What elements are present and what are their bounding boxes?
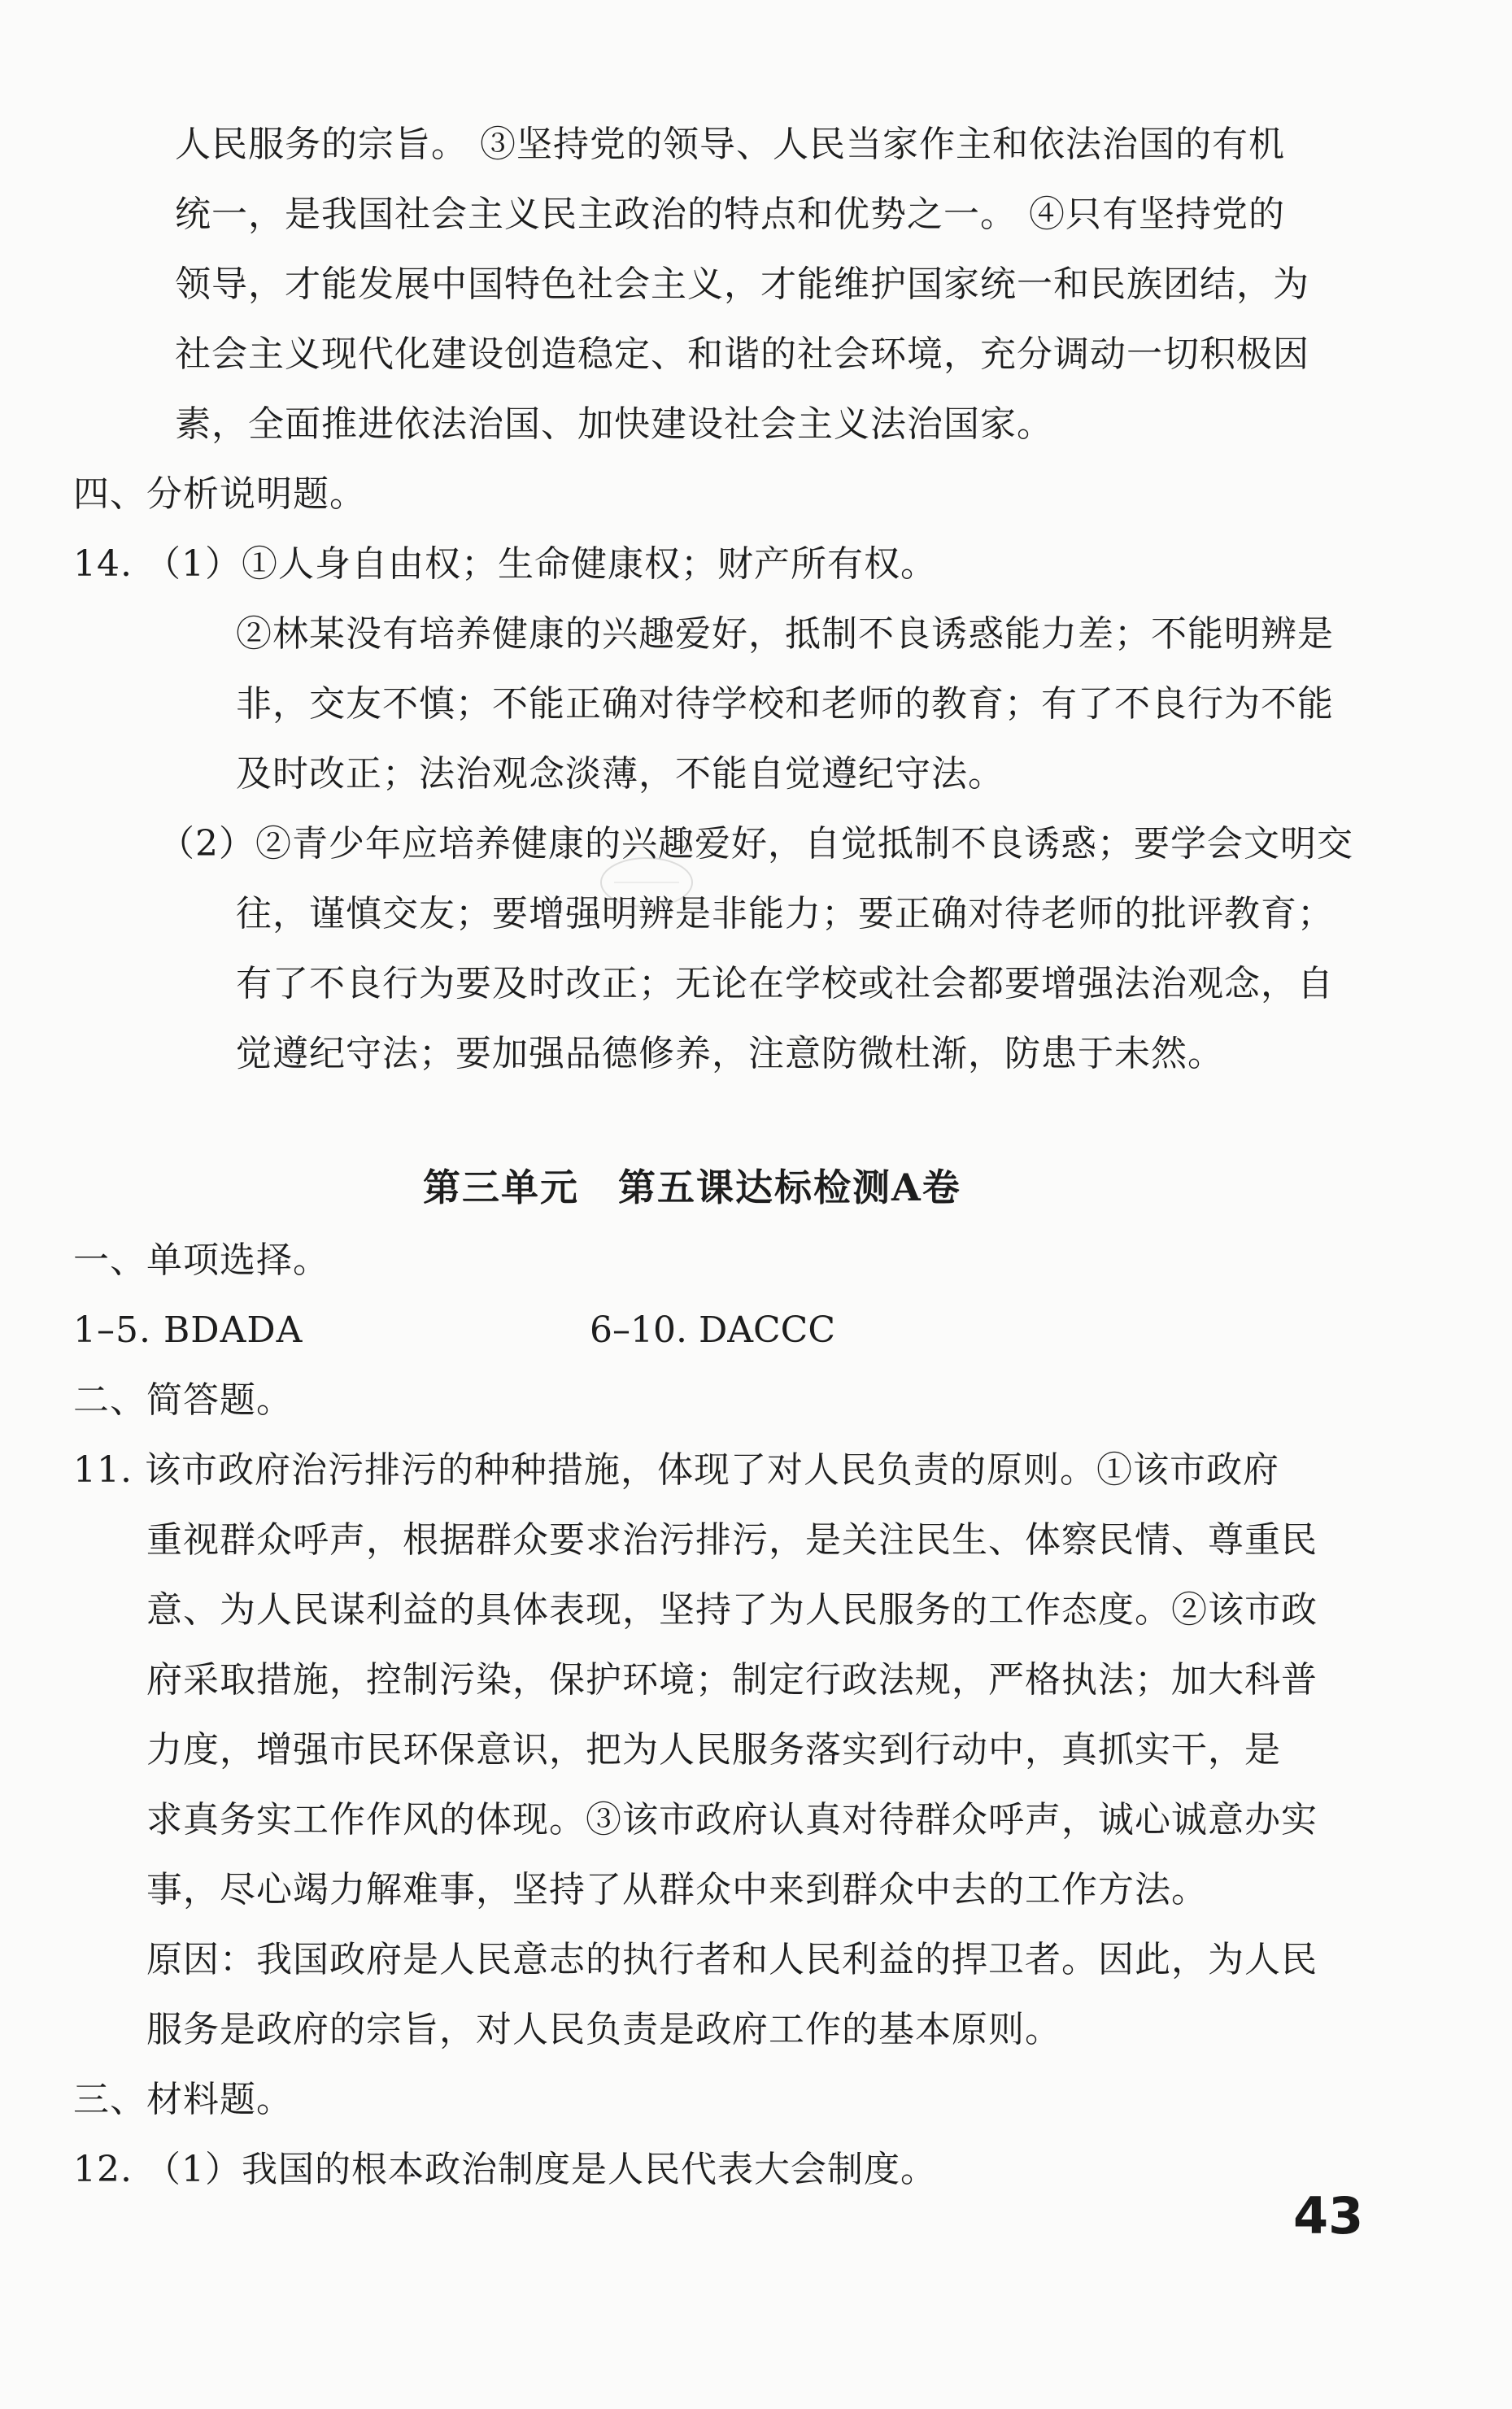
text-line: 服务是政府的宗旨，对人民负责是政府工作的基本原则。 [146,2009,1061,2050]
section-label: 一、单项选择。 [73,1239,329,1281]
page-number: 43 [1293,2186,1364,2246]
text-line: 领导，才能发展中国特色社会主义，才能维护国家统一和民族团结，为 [175,264,1309,305]
question-11: 11. 该市政府治污排污的种种措施，体现了对人民负责的原则。①该市政府 [73,1449,1279,1491]
question-14-part-2: （2）②青少年应培养健康的兴趣爱好，自觉抵制不良诱惑；要学会文明交 [159,823,1353,865]
text-line: 重视群众呼声，根据群众要求治污排污，是关注民生、体察民情、尊重民 [146,1519,1318,1561]
text-line: 求真务实工作作风的体现。③该市政府认真对待群众呼声，诚心诚意办实 [146,1799,1318,1841]
question-12: 12. （1）我国的根本政治制度是人民代表大会制度。 [73,2149,937,2190]
section-label: 四、分析说明题。 [73,473,366,515]
section-label: 三、材料题。 [73,2079,293,2120]
text-line: 事，尽心竭力解难事，坚持了从群众中来到群众中去的工作方法。 [146,1869,1208,1910]
text-line: 非，交友不慎；不能正确对待学校和老师的教育；有了不良行为不能 [236,683,1334,725]
answer-row-6-10: 6–10. DACCC [590,1309,836,1351]
text-line: 及时改正；法治观念淡薄，不能自觉遵纪守法。 [236,753,1004,795]
text-line: 意、为人民谋利益的具体表现，坚持了为人民服务的工作态度。②该市政 [146,1589,1318,1631]
text-line: 统一，是我国社会主义民主政治的特点和优势之一。 ④只有坚持党的 [175,194,1285,235]
section-label: 二、简答题。 [73,1379,293,1421]
watermark-stamp-icon [598,854,695,911]
text-line: 素，全面推进依法治国、加快建设社会主义法治国家。 [175,403,1053,445]
text-line: 觉遵纪守法；要加强品德修养，注意防微杜渐，防患于未然。 [236,1033,1224,1074]
section-heading: 第三单元 第五课达标检测A卷 [423,1165,961,1209]
text-line: 人民服务的宗旨。 ③坚持党的领导、人民当家作主和依法治国的有机 [175,124,1285,165]
question-14-part-1: 14. （1）①人身自由权；生命健康权；财产所有权。 [73,543,937,585]
text-line: 社会主义现代化建设创造稳定、和谐的社会环境，充分调动一切积极因 [175,333,1309,375]
answer-row-1-5: 1–5. BDADA [73,1309,303,1351]
text-line: 往，谨慎交友；要增强明辨是非能力；要正确对待老师的批评教育； [236,893,1334,934]
text-line: 力度，增强市民环保意识，把为人民服务落实到行动中，真抓实干，是 [146,1729,1281,1771]
text-line: 原因：我国政府是人民意志的执行者和人民利益的捍卫者。因此，为人民 [146,1939,1318,1980]
text-line: 有了不良行为要及时改正；无论在学校或社会都要增强法治观念，自 [236,963,1334,1004]
text-line: ②林某没有培养健康的兴趣爱好，抵制不良诱惑能力差；不能明辨是 [236,613,1334,655]
text-line: 府采取措施，控制污染，保护环境；制定行政法规，严格执法；加大科普 [146,1659,1318,1701]
